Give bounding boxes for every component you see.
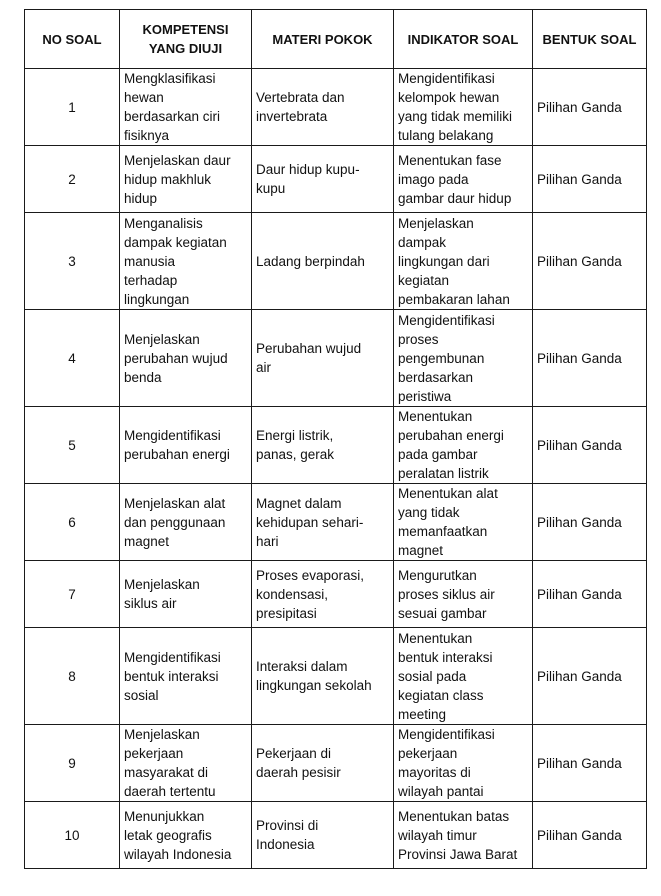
cell-indikator-soal-line: berdasarkan <box>398 369 474 385</box>
cell-materi-pokok-line: kehidupan sehari- <box>256 514 364 530</box>
cell-kompetensi <box>120 213 252 310</box>
cell-materi-pokok-line: daerah pesisir <box>256 765 341 780</box>
cell-indikator-soal-line: lingkungan dari <box>398 253 490 269</box>
cell-indikator-soal <box>394 484 533 561</box>
cell-materi-pokok-line: lingkungan sekolah <box>256 678 372 693</box>
cell-kompetensi-line: Menganalisis <box>124 215 203 231</box>
cell-indikator-soal-line: Mengidentifikasi <box>398 312 495 328</box>
cell-bentuk-soal: Pilihan Ganda <box>533 561 647 628</box>
cell-kompetensi-line: Mengklasifikasi <box>124 71 216 86</box>
cell-no-soal: 2 <box>25 146 120 213</box>
cell-materi-pokok-line: Pekerjaan di <box>256 746 332 761</box>
cell-bentuk-soal: Pilihan Ganda <box>533 725 647 802</box>
cell-indikator-soal-line: sosial pada <box>398 668 467 684</box>
cell-kompetensi <box>120 628 252 725</box>
table-row <box>25 310 647 407</box>
cell-indikator-soal-line: imago pada <box>398 171 469 187</box>
cell-materi-pokok <box>252 146 394 213</box>
cell-indikator-soal-line: Provinsi Jawa Barat <box>398 846 518 862</box>
cell-kompetensi-line: wilayah Indonesia <box>124 846 232 862</box>
table-row <box>25 561 647 628</box>
cell-materi-pokok-line: panas, gerak <box>256 447 335 462</box>
cell-materi-pokok <box>252 213 394 310</box>
cell-bentuk-soal: Pilihan Ganda <box>533 628 647 725</box>
header-indikator-soal: INDIKATOR SOAL <box>394 10 533 69</box>
cell-indikator-soal-line: yang tidak memiliki <box>398 109 513 124</box>
cell-kompetensi-line: masyarakat di <box>124 765 209 780</box>
cell-indikator-soal-line: Mengidentifikasi <box>398 727 495 742</box>
cell-kompetensi-line: hewan <box>124 90 164 105</box>
cell-indikator-soal <box>394 213 533 310</box>
cell-indikator-soal-line: pekerjaan <box>398 746 458 761</box>
table-row <box>25 213 647 310</box>
cell-indikator-soal-line: peristiwa <box>398 388 452 404</box>
cell-bentuk-soal: Pilihan Ganda <box>533 310 647 407</box>
cell-kompetensi <box>120 802 252 869</box>
cell-indikator-soal-line: meeting <box>398 706 447 722</box>
cell-bentuk-soal: Pilihan Ganda <box>533 484 647 561</box>
cell-materi-pokok-line: Energi listrik, <box>256 428 334 443</box>
cell-materi-pokok-line: Provinsi di <box>256 818 319 833</box>
cell-no-soal: 5 <box>25 407 120 484</box>
cell-materi-pokok <box>252 69 394 146</box>
cell-indikator-soal-line: gambar daur hidup <box>398 190 512 206</box>
cell-kompetensi-line: Menjelaskan <box>124 727 200 742</box>
cell-materi-pokok-line: Vertebrata dan <box>256 90 345 105</box>
cell-indikator-soal-line: Menentukan batas <box>398 808 510 824</box>
cell-indikator-soal <box>394 561 533 628</box>
cell-indikator-soal-line: yang tidak <box>398 505 460 520</box>
cell-bentuk-soal: Pilihan Ganda <box>533 802 647 869</box>
cell-materi-pokok-line: Interaksi dalam <box>256 659 348 674</box>
cell-indikator-soal <box>394 407 533 484</box>
cell-kompetensi-line: berdasarkan ciri <box>124 109 221 124</box>
cell-materi-pokok <box>252 484 394 561</box>
cell-no-soal: 8 <box>25 628 120 725</box>
table-row <box>25 725 647 802</box>
cell-indikator-soal-line: Menjelaskan <box>398 215 474 231</box>
cell-indikator-soal-line: proses siklus air <box>398 586 495 602</box>
cell-materi-pokok <box>252 725 394 802</box>
header-row <box>25 10 647 69</box>
table-row <box>25 628 647 725</box>
cell-kompetensi <box>120 725 252 802</box>
cell-kompetensi-line: hidup <box>124 190 158 206</box>
cell-indikator-soal-line: sesuai gambar <box>398 605 487 621</box>
cell-materi-pokok <box>252 628 394 725</box>
cell-materi-pokok-line: Ladang berpindah <box>256 253 365 269</box>
cell-kompetensi-line: perubahan energi <box>124 447 230 462</box>
cell-indikator-soal <box>394 628 533 725</box>
cell-kompetensi-line: siklus air <box>124 596 177 611</box>
cell-kompetensi-line: daerah tertentu <box>124 784 216 799</box>
cell-kompetensi <box>120 310 252 407</box>
cell-indikator-soal-line: tulang belakang <box>398 128 494 143</box>
cell-kompetensi-line: magnet <box>124 533 170 549</box>
cell-indikator-soal-line: proses <box>398 331 439 347</box>
cell-indikator-soal-line: bentuk interaksi <box>398 649 493 665</box>
cell-kompetensi-line: bentuk interaksi <box>124 668 219 684</box>
cell-materi-pokok-line: hari <box>256 533 279 549</box>
cell-indikator-soal <box>394 802 533 869</box>
cell-indikator-soal-line: kegiatan <box>398 272 450 288</box>
cell-indikator-soal-line: kegiatan class <box>398 687 484 703</box>
cell-materi-pokok-line: kupu <box>256 181 286 196</box>
cell-no-soal: 3 <box>25 213 120 310</box>
cell-kompetensi <box>120 69 252 146</box>
cell-indikator-soal <box>394 69 533 146</box>
cell-no-soal: 10 <box>25 802 120 869</box>
table-body <box>25 69 647 869</box>
cell-kompetensi-line: Menjelaskan <box>124 577 200 592</box>
cell-indikator-soal-line: Menentukan fase <box>398 152 502 168</box>
cell-kompetensi-line: Menjelaskan daur <box>124 152 231 168</box>
header-kompetensi-line-1: KOMPETENSI <box>142 22 229 37</box>
cell-kompetensi-line: perubahan wujud <box>124 350 228 366</box>
cell-indikator-soal-line: pengembunan <box>398 350 485 366</box>
cell-kompetensi <box>120 407 252 484</box>
cell-indikator-soal-line: Mengurutkan <box>398 567 477 583</box>
cell-indikator-soal-line: perubahan energi <box>398 428 504 443</box>
cell-indikator-soal-line: Mengidentifikasi <box>398 71 495 86</box>
cell-materi-pokok-line: invertebrata <box>256 109 328 124</box>
cell-indikator-soal-line: mayoritas di <box>398 765 471 780</box>
cell-indikator-soal-line: magnet <box>398 543 444 558</box>
cell-materi-pokok-line: presipitasi <box>256 605 317 621</box>
cell-materi-pokok <box>252 407 394 484</box>
cell-no-soal: 4 <box>25 310 120 407</box>
cell-kompetensi-line: sosial <box>124 687 159 703</box>
cell-materi-pokok-line: Indonesia <box>256 837 315 852</box>
cell-kompetensi-line: hidup makhluk <box>124 171 212 187</box>
cell-indikator-soal-line: memanfaatkan <box>398 524 488 539</box>
cell-no-soal: 9 <box>25 725 120 802</box>
cell-materi-pokok-line: Daur hidup kupu- <box>256 162 360 177</box>
cell-kompetensi-line: terhadap <box>124 272 178 288</box>
cell-kompetensi-line: pekerjaan <box>124 746 184 761</box>
cell-kompetensi-line: Menunjukkan <box>124 808 205 824</box>
cell-indikator-soal-line: peralatan listrik <box>398 466 489 481</box>
cell-kompetensi <box>120 484 252 561</box>
cell-indikator-soal-line: kelompok hewan <box>398 90 500 105</box>
cell-kompetensi-line: dampak kegiatan <box>124 234 227 250</box>
cell-kompetensi <box>120 146 252 213</box>
cell-bentuk-soal: Pilihan Ganda <box>533 69 647 146</box>
cell-no-soal: 1 <box>25 69 120 146</box>
cell-kompetensi-line: manusia <box>124 253 176 269</box>
cell-bentuk-soal: Pilihan Ganda <box>533 407 647 484</box>
table-row <box>25 407 647 484</box>
cell-kompetensi-line: Menjelaskan alat <box>124 495 226 511</box>
kisi-kisi-table <box>24 9 647 869</box>
header-kompetensi-line-2: YANG DIUJI <box>148 41 223 56</box>
cell-materi-pokok-line: Perubahan wujud <box>256 341 362 356</box>
cell-indikator-soal <box>394 310 533 407</box>
cell-materi-pokok-line: Proses evaporasi, <box>256 567 365 583</box>
cell-kompetensi-line: Mengidentifikasi <box>124 428 221 443</box>
cell-materi-pokok <box>252 310 394 407</box>
cell-indikator-soal-line: dampak <box>398 234 447 250</box>
table-row <box>25 802 647 869</box>
cell-kompetensi-line: lingkungan <box>124 291 190 307</box>
cell-indikator-soal-line: wilayah pantai <box>398 784 484 799</box>
table-row <box>25 69 647 146</box>
cell-kompetensi-line: Menjelaskan <box>124 331 200 347</box>
table-row <box>25 484 647 561</box>
table-header <box>25 10 647 69</box>
cell-indikator-soal-line: pembakaran lahan <box>398 291 510 307</box>
cell-kompetensi-line: letak geografis <box>124 827 212 843</box>
header-kompetensi <box>120 10 252 69</box>
header-no-soal: NO SOAL <box>25 10 120 69</box>
cell-materi-pokok-line: Magnet dalam <box>256 495 342 511</box>
cell-indikator-soal-line: wilayah timur <box>398 827 477 843</box>
cell-bentuk-soal: Pilihan Ganda <box>533 213 647 310</box>
cell-materi-pokok-line: air <box>256 360 272 375</box>
cell-materi-pokok-line: kondensasi, <box>256 586 329 602</box>
cell-indikator-soal-line: Menentukan <box>398 409 473 424</box>
cell-no-soal: 6 <box>25 484 120 561</box>
cell-kompetensi-line: benda <box>124 369 162 385</box>
cell-materi-pokok <box>252 802 394 869</box>
table-row <box>25 146 647 213</box>
cell-bentuk-soal: Pilihan Ganda <box>533 146 647 213</box>
cell-indikator-soal <box>394 725 533 802</box>
cell-kompetensi-line: dan penggunaan <box>124 514 226 530</box>
cell-no-soal: 7 <box>25 561 120 628</box>
cell-kompetensi-line: fisiknya <box>124 128 170 143</box>
cell-indikator-soal-line: Menentukan alat <box>398 486 498 501</box>
cell-indikator-soal-line: Menentukan <box>398 630 473 646</box>
cell-indikator-soal <box>394 146 533 213</box>
cell-kompetensi <box>120 561 252 628</box>
cell-kompetensi-line: Mengidentifikasi <box>124 649 221 665</box>
header-materi-pokok: MATERI POKOK <box>252 10 394 69</box>
cell-materi-pokok <box>252 561 394 628</box>
cell-indikator-soal-line: pada gambar <box>398 447 478 462</box>
header-bentuk-soal: BENTUK SOAL <box>533 10 647 69</box>
